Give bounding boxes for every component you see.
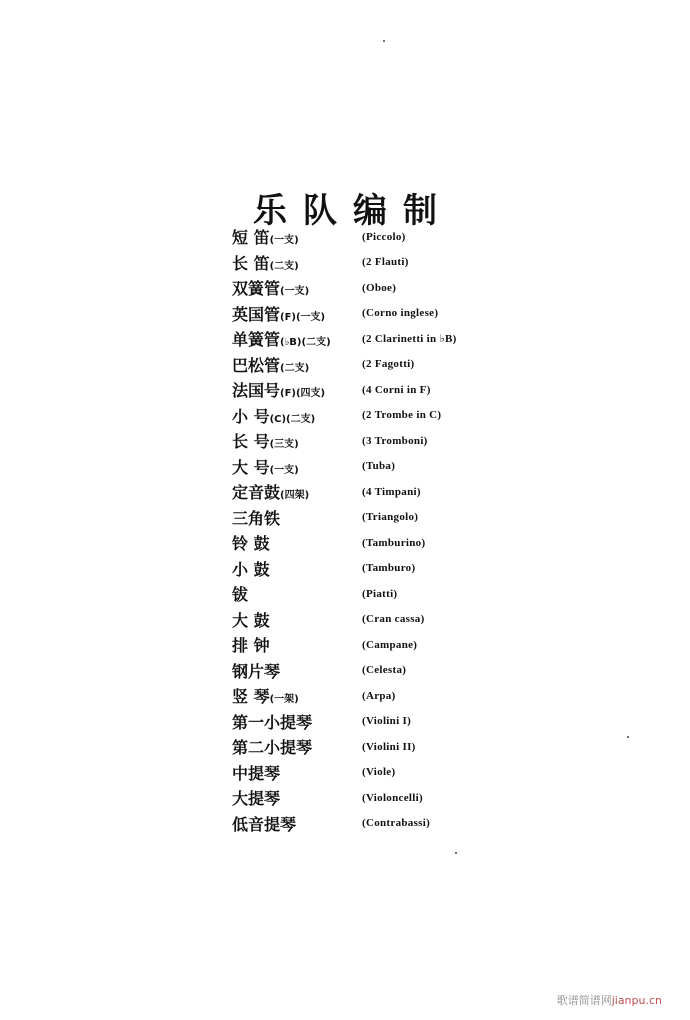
instrument-chinese-name: 小 鼓 xyxy=(232,559,270,579)
instrument-italian-name: (Tamburo) xyxy=(362,562,416,575)
instrument-count: (C)(二支) xyxy=(269,413,316,425)
instrument-italian-name: (Campane) xyxy=(362,638,418,651)
instrument-row xyxy=(232,428,532,454)
instrument-row xyxy=(232,352,532,378)
instrument-row xyxy=(232,403,532,429)
instrument-count: (♭B)(二支) xyxy=(280,337,331,349)
instrument-chinese-name: 三角铁 xyxy=(232,508,281,528)
instrument-chinese-name: 双簧管(一支) xyxy=(232,279,310,299)
instrument-row xyxy=(232,785,532,811)
instrument-chinese-name: 第一小提琴 xyxy=(232,712,313,732)
instrument-italian-name: (Tamburino) xyxy=(362,536,426,549)
instrument-chinese-name: 钹 xyxy=(232,585,249,605)
instrument-count: (F)(一支) xyxy=(280,311,326,323)
page-speck xyxy=(627,736,629,738)
instrument-chinese-name: 定音鼓(四架) xyxy=(232,483,310,503)
instrument-chinese-name: 钢片琴 xyxy=(232,661,281,681)
instrument-italian-name: (2 Flauti) xyxy=(362,256,409,269)
instrument-italian-name: (3 Tromboni) xyxy=(362,434,428,447)
instrument-row xyxy=(232,275,532,301)
instrument-row xyxy=(232,530,532,556)
instrument-italian-name: (Piatti) xyxy=(362,587,398,600)
instrument-italian-name: (Celesta) xyxy=(362,664,407,677)
instrument-chinese-name: 低音提琴 xyxy=(232,814,297,834)
page-speck xyxy=(455,852,457,854)
instrument-chinese-name: 巴松管(二支) xyxy=(232,355,310,375)
instrument-chinese-name: 小 号(C)(二支) xyxy=(232,406,316,426)
instrument-chinese-name: 铃 鼓 xyxy=(232,534,270,554)
instrument-chinese-name: 大提琴 xyxy=(232,789,281,809)
instrument-row xyxy=(232,301,532,327)
instrument-count: (三支) xyxy=(269,439,299,451)
watermark-site-name: 歌谱简谱网 xyxy=(556,994,612,1007)
instrument-italian-name: (Cran cassa) xyxy=(362,613,425,626)
instrument-chinese-name: 短 笛(一支) xyxy=(232,228,299,248)
instrument-count: (四架) xyxy=(280,490,310,502)
instrument-chinese-name: 大 鼓 xyxy=(232,610,270,630)
instrument-row xyxy=(232,581,532,607)
page-title: 乐队编制 xyxy=(253,190,453,231)
instrument-italian-name: (Arpa) xyxy=(362,689,396,702)
instrument-italian-name: (Corno inglese) xyxy=(362,307,439,320)
instrument-row xyxy=(232,224,532,250)
instrument-row xyxy=(232,250,532,276)
watermark-site-url: jianpu.cn xyxy=(611,994,662,1007)
instrument-italian-name: (Viole) xyxy=(362,766,396,779)
instrument-count: (F)(四支) xyxy=(280,388,326,400)
instrument-count: (一支) xyxy=(269,464,299,476)
instrument-italian-name: (Violoncelli) xyxy=(362,791,423,804)
instrument-chinese-name: 第二小提琴 xyxy=(232,738,313,758)
instrument-italian-name: (2 Trombe in C) xyxy=(362,409,442,422)
instrument-row xyxy=(232,377,532,403)
instrument-chinese-name: 法国号(F)(四支) xyxy=(232,381,326,401)
instrument-chinese-name: 长 笛(二支) xyxy=(232,253,299,273)
instrument-italian-name: (4 Timpani) xyxy=(362,485,421,498)
instrument-italian-name: (Piccolo) xyxy=(362,230,406,243)
instrument-row xyxy=(232,505,532,531)
instrument-italian-name: (2 Fagotti) xyxy=(362,358,415,371)
page-speck xyxy=(383,40,385,42)
instrument-chinese-name: 长 号(三支) xyxy=(232,432,299,452)
instrument-row xyxy=(232,479,532,505)
instrument-row xyxy=(232,326,532,352)
instrument-count: (二支) xyxy=(280,362,310,374)
instrument-list xyxy=(232,224,532,836)
instrument-italian-name: (4 Corni in F) xyxy=(362,383,431,396)
instrument-chinese-name: 竖 琴(一架) xyxy=(232,687,299,707)
instrument-row xyxy=(232,632,532,658)
instrument-row xyxy=(232,760,532,786)
instrument-chinese-name: 中提琴 xyxy=(232,763,281,783)
instrument-row xyxy=(232,811,532,837)
instrument-row xyxy=(232,607,532,633)
instrument-row xyxy=(232,709,532,735)
site-watermark xyxy=(557,992,662,1008)
instrument-row xyxy=(232,454,532,480)
instrument-italian-name: (Oboe) xyxy=(362,281,397,294)
instrument-italian-name: (Contrabassi) xyxy=(362,817,431,830)
instrument-chinese-name: 大 号(一支) xyxy=(232,457,299,477)
instrument-chinese-name: 英国管(F)(一支) xyxy=(232,304,326,324)
instrument-row xyxy=(232,734,532,760)
instrument-row xyxy=(232,556,532,582)
instrument-count: (一支) xyxy=(269,235,299,247)
instrument-italian-name: (2 Clarinetti in ♭B) xyxy=(362,333,457,346)
instrument-count: (二支) xyxy=(269,260,299,272)
instrument-italian-name: (Triangolo) xyxy=(362,511,419,524)
instrument-italian-name: (Violini II) xyxy=(362,740,416,753)
instrument-chinese-name: 单簧管(♭B)(二支) xyxy=(232,330,331,350)
instrument-italian-name: (Violini I) xyxy=(362,715,412,728)
instrument-chinese-name: 排 钟 xyxy=(232,636,270,656)
instrument-italian-name: (Tuba) xyxy=(362,460,396,473)
instrument-count: (一支) xyxy=(280,286,310,298)
instrument-row xyxy=(232,658,532,684)
instrument-count: (一架) xyxy=(269,694,299,706)
instrument-row xyxy=(232,683,532,709)
